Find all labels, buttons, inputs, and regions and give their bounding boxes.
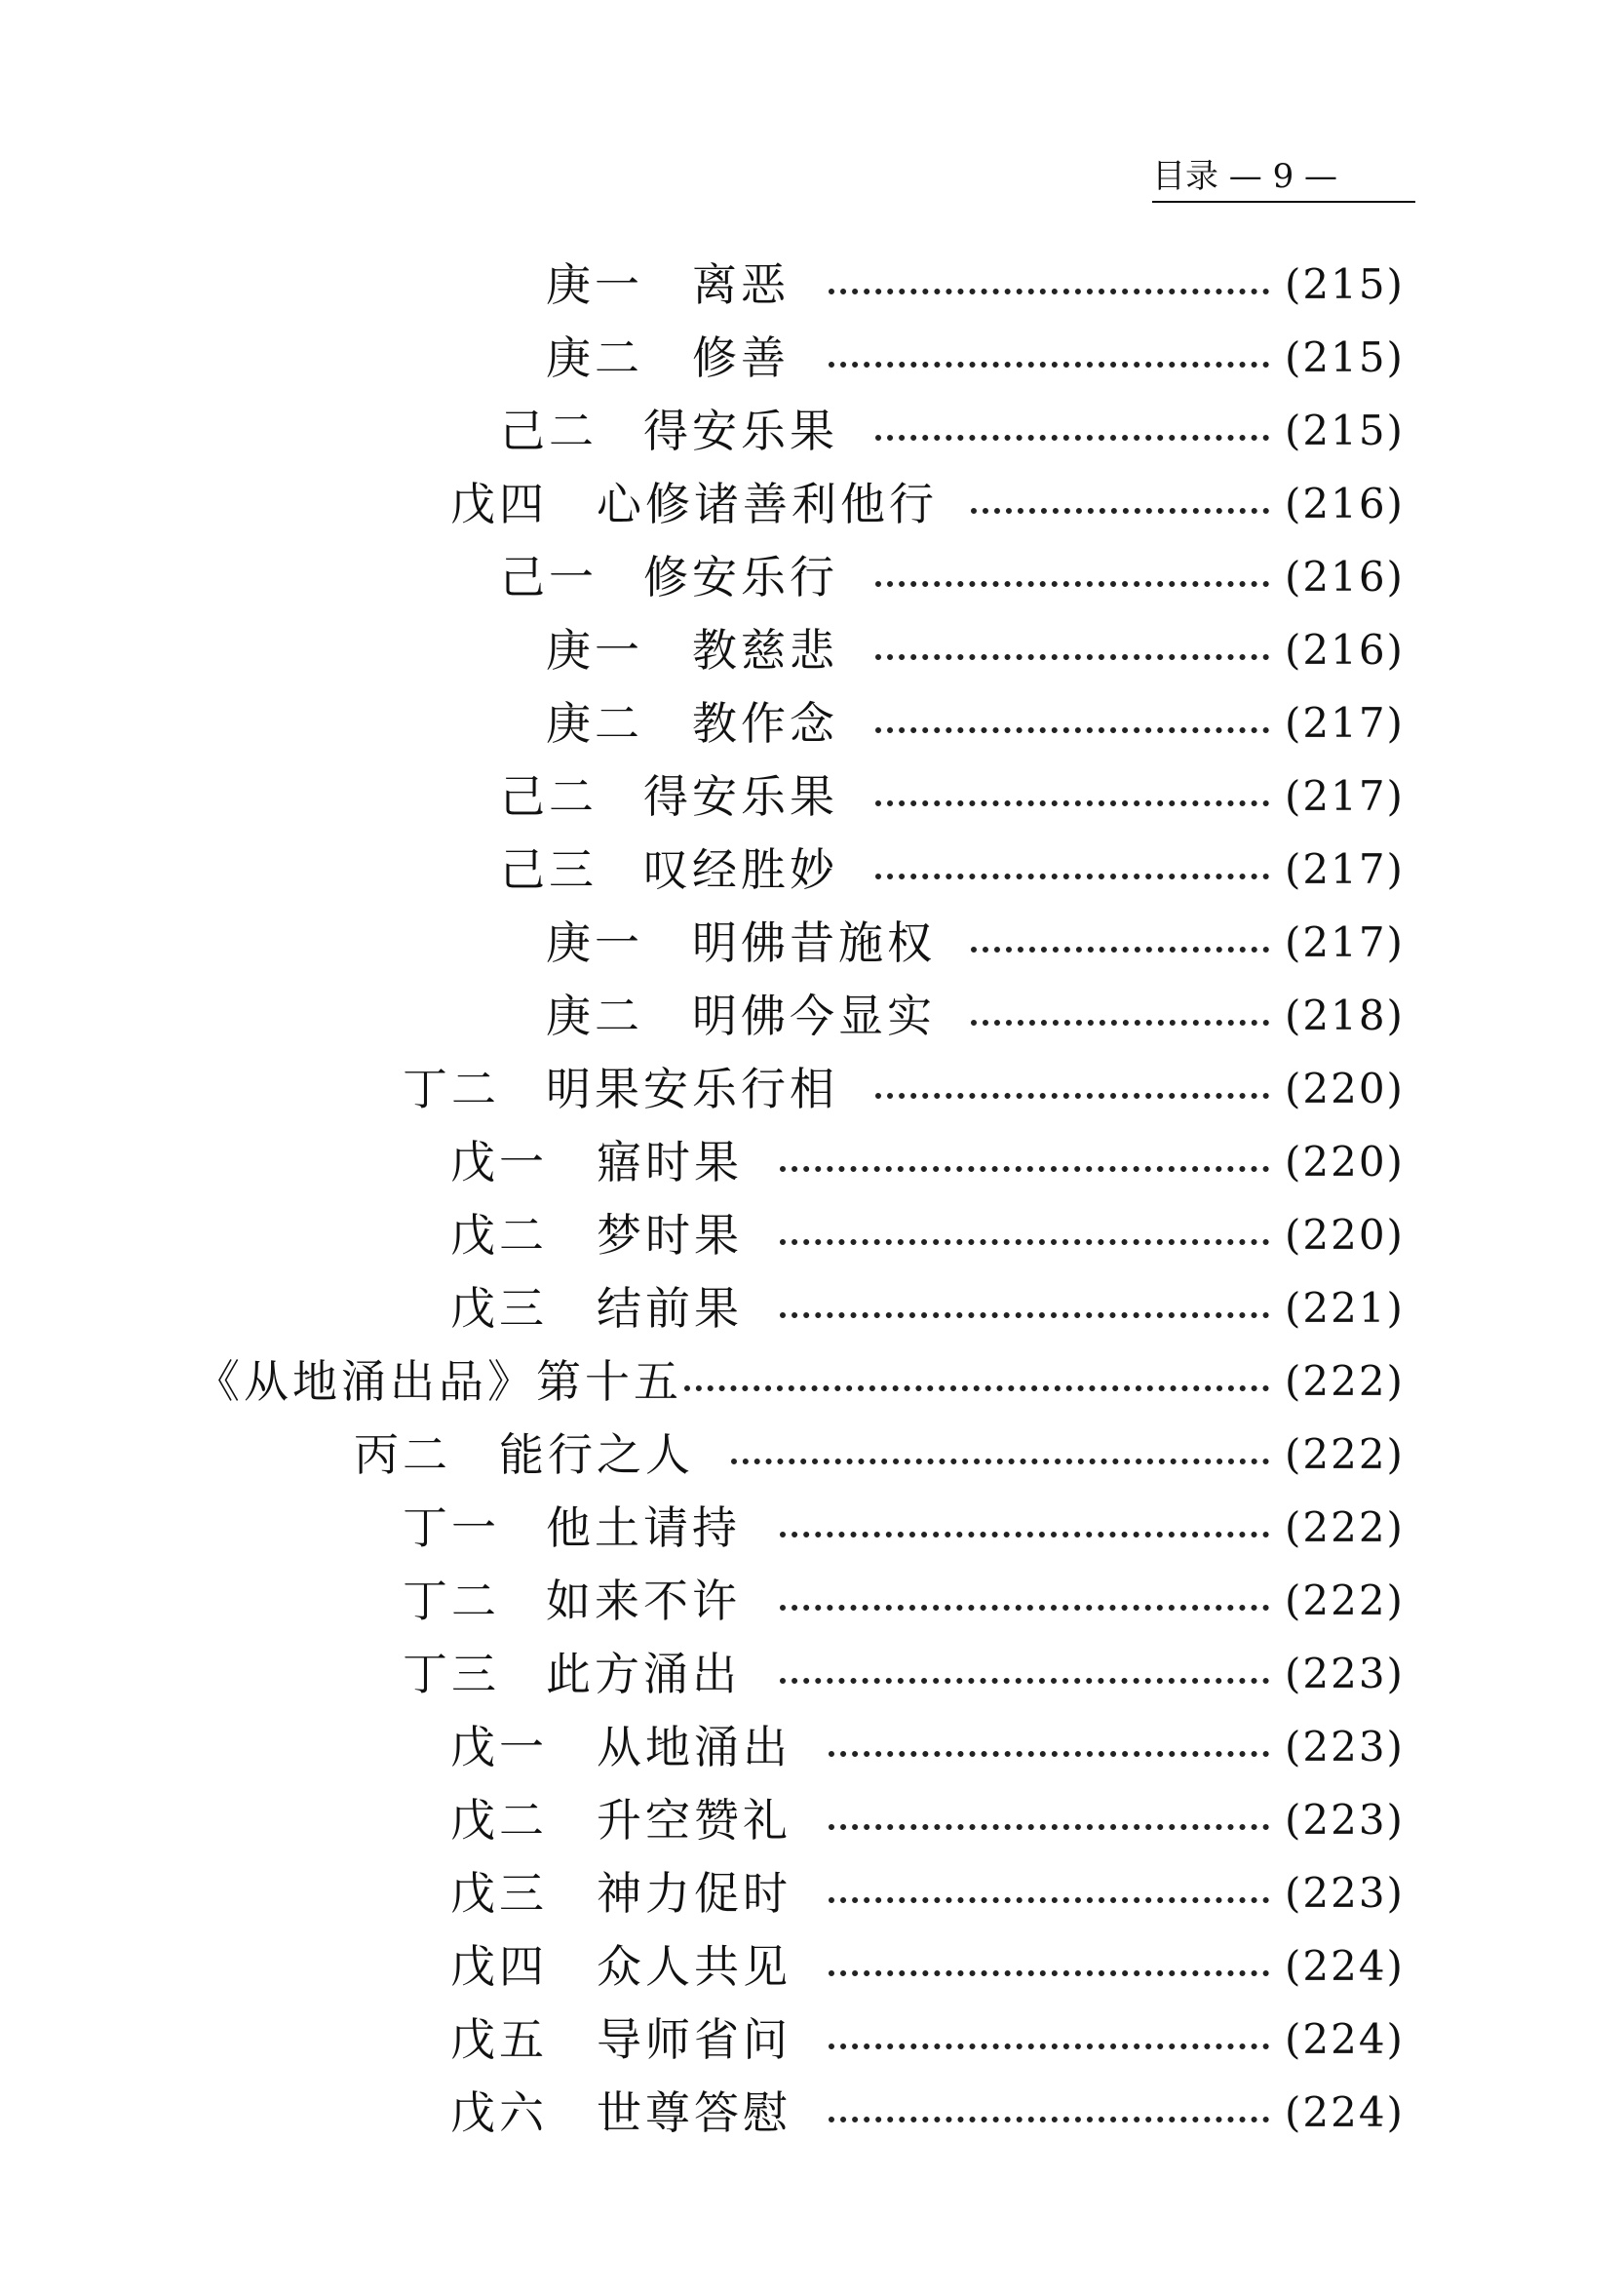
toc-entry-title: 心修诸善利他行 <box>597 478 938 530</box>
toc-row <box>0 2010 1622 2069</box>
toc-row <box>0 329 1622 387</box>
toc-section-label: 丁三 <box>403 1648 500 1700</box>
toc-row <box>0 1572 1622 1630</box>
toc-leader-dots <box>971 508 1269 514</box>
toc-section-label: 庚一 <box>546 916 643 969</box>
toc-row <box>0 694 1622 753</box>
toc-leader-dots <box>829 362 1269 368</box>
toc-leader-dots <box>971 1020 1269 1026</box>
toc-page-number: (220) <box>1285 1211 1405 1259</box>
toc-entry-title: 世尊答慰 <box>597 2086 792 2139</box>
toc-entry-title: 离恶 <box>692 258 790 311</box>
toc-row <box>0 914 1622 972</box>
toc-section-label: 丁二 <box>403 1063 500 1115</box>
toc-row <box>0 548 1622 606</box>
toc-entry-title: 教慈悲 <box>692 624 838 677</box>
toc-page-number: (216) <box>1285 553 1405 601</box>
toc-page-number: (224) <box>1285 1942 1405 1990</box>
toc-leader-dots <box>829 289 1269 294</box>
toc-entry-title: 修善 <box>692 331 790 384</box>
toc-page-number: (223) <box>1285 1650 1405 1697</box>
toc-leader-dots <box>829 1751 1269 1757</box>
toc-page-number: (222) <box>1285 1430 1405 1478</box>
toc-page-number: (222) <box>1285 1503 1405 1551</box>
toc-page-number: (222) <box>1285 1576 1405 1624</box>
toc-entry-title: 教作念 <box>692 697 838 750</box>
toc-page-number: (222) <box>1285 1357 1405 1405</box>
toc-section-label: 戊五 <box>450 2013 548 2066</box>
toc-section-label: 戊二 <box>450 1794 548 1847</box>
toc-entry-title: 升空赞礼 <box>597 1794 792 1847</box>
toc-entry-title: 寤时果 <box>597 1136 743 1188</box>
toc-section-label: 戊一 <box>450 1136 548 1188</box>
toc-row <box>0 987 1622 1045</box>
toc-row <box>0 1864 1622 1923</box>
toc-entry-title: 他土请持 <box>546 1501 741 1554</box>
toc-leader-dots <box>780 1605 1269 1611</box>
toc-section-label: 己二 <box>500 770 598 823</box>
toc-entry-title: 《从地涌出品》第十五 <box>195 1355 682 1408</box>
toc-entry-title: 众人共见 <box>597 1940 792 1993</box>
toc-entry-title: 结前果 <box>597 1282 743 1335</box>
toc-page-number: (217) <box>1285 918 1405 966</box>
toc-leader-dots <box>875 654 1269 660</box>
toc-section-label: 庚二 <box>546 990 643 1042</box>
toc-leader-dots <box>875 581 1269 587</box>
toc-leader-dots <box>829 1824 1269 1830</box>
toc-page-number: (215) <box>1285 260 1405 308</box>
toc-leader-dots <box>780 1678 1269 1684</box>
toc-entry-title: 明佛今显实 <box>692 990 936 1042</box>
toc-section-label: 丙二 <box>354 1428 451 1481</box>
toc-leader-dots <box>971 947 1269 953</box>
toc-page-number: (223) <box>1285 1723 1405 1771</box>
toc-section-label: 丁二 <box>403 1575 500 1627</box>
toc-page-number: (215) <box>1285 407 1405 454</box>
toc-page-number: (217) <box>1285 699 1405 747</box>
toc-page-number: (220) <box>1285 1065 1405 1112</box>
toc-entry-title: 修安乐行 <box>643 551 838 603</box>
toc-section-label: 己二 <box>500 405 598 457</box>
toc-leader-dots <box>829 1897 1269 1903</box>
toc-section-label: 戊四 <box>450 1940 548 1993</box>
toc-entry-title: 得安乐果 <box>643 770 838 823</box>
toc-section-label: 丁一 <box>403 1501 500 1554</box>
toc-entry-title: 明佛昔施权 <box>692 916 936 969</box>
toc-section-label: 戊四 <box>450 478 548 530</box>
toc-leader-dots <box>780 1312 1269 1318</box>
toc-leader-dots <box>875 1093 1269 1099</box>
toc-leader-dots <box>780 1166 1269 1172</box>
toc-entry-title: 从地涌出 <box>597 1721 792 1773</box>
toc-section-label: 戊二 <box>450 1209 548 1262</box>
toc-leader-dots <box>875 874 1269 879</box>
toc-row <box>0 1279 1622 1338</box>
toc-leader-dots <box>875 800 1269 806</box>
toc-row <box>0 402 1622 460</box>
toc-entry-title: 梦时果 <box>597 1209 743 1262</box>
toc-row <box>0 475 1622 533</box>
toc-page-number: (216) <box>1285 626 1405 674</box>
toc-row <box>0 1425 1622 1484</box>
toc-page-number: (223) <box>1285 1796 1405 1844</box>
toc-page-number: (220) <box>1285 1138 1405 1186</box>
toc-leader-dots <box>684 1385 1269 1391</box>
toc-section-label: 己三 <box>500 843 598 896</box>
toc-entry-title: 如来不许 <box>546 1575 741 1627</box>
toc-leader-dots <box>875 435 1269 441</box>
toc-leader-dots <box>829 2117 1269 2122</box>
toc-leader-dots <box>731 1459 1269 1464</box>
toc-row <box>0 1352 1622 1411</box>
toc-leader-dots <box>829 2043 1269 2049</box>
toc-section-label: 庚二 <box>546 697 643 750</box>
toc-row <box>0 2083 1622 2142</box>
toc-page-number: (217) <box>1285 845 1405 893</box>
toc-section-label: 戊六 <box>450 2086 548 2139</box>
toc-section-label: 庚二 <box>546 331 643 384</box>
toc-entry-title: 导师省问 <box>597 2013 792 2066</box>
toc-row <box>0 1937 1622 1996</box>
toc-section-label: 庚一 <box>546 258 643 311</box>
toc-row <box>0 1718 1622 1776</box>
toc-row <box>0 840 1622 899</box>
toc-entry-title: 神力促时 <box>597 1867 792 1920</box>
toc-leader-dots <box>780 1532 1269 1537</box>
toc-entry-title: 叹经胜妙 <box>643 843 838 896</box>
toc-row <box>0 767 1622 826</box>
toc-section-label: 戊三 <box>450 1867 548 1920</box>
toc-section-label: 庚一 <box>546 624 643 677</box>
toc-section-label: 己一 <box>500 551 598 603</box>
toc-row <box>0 1791 1622 1849</box>
toc-row <box>0 1060 1622 1118</box>
toc-entry-title: 明果安乐行相 <box>546 1063 838 1115</box>
page-header: 目录 — 9 — <box>1152 154 1415 203</box>
toc-section-label: 戊三 <box>450 1282 548 1335</box>
toc-row <box>0 255 1622 314</box>
toc-page-number: (215) <box>1285 333 1405 381</box>
toc-page-number: (223) <box>1285 1869 1405 1917</box>
toc-entry-title: 能行之人 <box>499 1428 694 1481</box>
toc-row <box>0 621 1622 680</box>
toc-page-number: (218) <box>1285 992 1405 1039</box>
toc-page-number: (224) <box>1285 2015 1405 2063</box>
toc-entry-title: 此方涌出 <box>546 1648 741 1700</box>
toc-page-number: (221) <box>1285 1284 1405 1332</box>
toc-leader-dots <box>875 727 1269 733</box>
toc-leader-dots <box>780 1239 1269 1245</box>
toc-page-number: (217) <box>1285 772 1405 820</box>
toc-leader-dots <box>829 1970 1269 1976</box>
toc-page-number: (216) <box>1285 480 1405 527</box>
toc-row <box>0 1645 1622 1703</box>
toc-section-label: 戊一 <box>450 1721 548 1773</box>
toc-row <box>0 1498 1622 1557</box>
toc-row <box>0 1206 1622 1265</box>
toc-entry-title: 得安乐果 <box>643 405 838 457</box>
toc-row <box>0 1133 1622 1191</box>
toc-page-number: (224) <box>1285 2088 1405 2136</box>
